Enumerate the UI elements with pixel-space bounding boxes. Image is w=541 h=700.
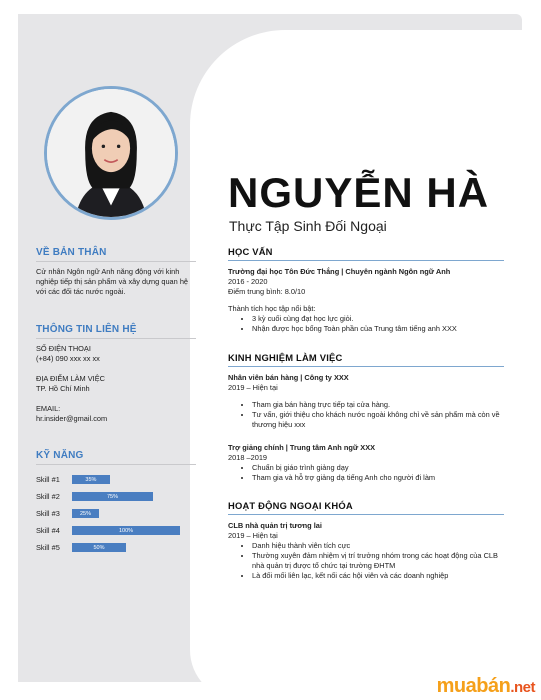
skill-label: Skill #1 bbox=[36, 475, 60, 484]
skill-row bbox=[36, 522, 196, 539]
portrait-image bbox=[47, 89, 175, 217]
list-item: • 3 kỳ cuối cùng đạt học lực giỏi. bbox=[252, 314, 504, 324]
contact-address bbox=[36, 374, 196, 394]
email-value[interactable]: hr.insider@gmail.com bbox=[36, 414, 108, 423]
list-item: • Danh hiệu thành viên tích cực bbox=[252, 541, 504, 551]
activities-section bbox=[228, 500, 504, 581]
skill-bar: 25% bbox=[72, 509, 99, 518]
phone-label: SỐ ĐIỆN THOẠI bbox=[36, 344, 91, 353]
contact-heading: THÔNG TIN LIÊN HỆ bbox=[36, 324, 196, 339]
phone-value: (+84) 090 xxx xx xx bbox=[36, 354, 100, 363]
profile-photo bbox=[44, 86, 178, 220]
contact-section bbox=[36, 324, 196, 424]
skill-row bbox=[36, 539, 196, 556]
experience-heading: KINH NGHIỆM LÀM VIỆC bbox=[228, 352, 504, 367]
skill-row bbox=[36, 488, 196, 505]
list-item: • Là đối mối liên lạc, kết nối các hội viên và các doanh nghiệp bbox=[252, 571, 504, 581]
email-label: EMAIL: bbox=[36, 404, 61, 413]
skills-heading-wrap bbox=[36, 450, 196, 465]
education-period: 2016 - 2020 bbox=[228, 277, 268, 286]
brand-logo-main: muabán bbox=[436, 675, 511, 697]
skill-bar: 100% bbox=[72, 526, 180, 535]
job-title: Trợ giảng chính | Trung tâm Anh ngữ XXX bbox=[228, 443, 376, 452]
skill-label: Skill #4 bbox=[36, 526, 60, 535]
job-period: 2019 – Hiện tại bbox=[228, 383, 278, 392]
contact-phone bbox=[36, 344, 196, 364]
job-bullets bbox=[228, 463, 504, 483]
experience-section bbox=[228, 352, 504, 483]
list-item: • Tham gia và hỗ trợ giảng dạ tiếng Anh cho người đi làm bbox=[252, 473, 504, 483]
skill-label: Skill #2 bbox=[36, 492, 60, 501]
list-item: • Chuẩn bị giáo trình giảng dạy bbox=[252, 463, 504, 473]
achievements-label: Thành tích học tập nổi bật: bbox=[228, 304, 316, 313]
contact-email bbox=[36, 404, 196, 424]
school-name: Trường đại học Tôn Đức Thắng | Chuyên ngành Ngôn ngữ Anh bbox=[228, 267, 451, 276]
list-item: • Tham gia bán hàng trực tiếp tại cửa hàng. bbox=[252, 400, 504, 410]
job-period: 2018 –2019 bbox=[228, 453, 268, 462]
about-heading: VỀ BẢN THÂN bbox=[36, 247, 196, 262]
education-section bbox=[228, 246, 504, 334]
activity-bullets bbox=[228, 541, 504, 581]
activities-heading: HOẠT ĐỘNG NGOẠI KHÓA bbox=[228, 500, 504, 515]
list-item: • Thường xuyên đảm nhiệm vị trí trưởng nhóm trong các hoạt động của CLB nhà quản trị được tổ chức tại trường ĐHTM bbox=[252, 551, 504, 571]
skill-label: Skill #3 bbox=[36, 509, 60, 518]
candidate-name: NGUYỄN HÀ bbox=[228, 169, 490, 216]
achievements-list bbox=[228, 314, 504, 334]
skills-list bbox=[36, 471, 196, 556]
brand-logo[interactable] bbox=[437, 675, 535, 698]
skill-label: Skill #5 bbox=[36, 543, 60, 552]
list-item: • Tư vấn, giới thiệu cho khách nước ngoài không chỉ về sản phẩm mà còn về thương hiệu xxx bbox=[252, 410, 504, 430]
activity-period: 2019 – Hiện tại bbox=[228, 531, 278, 540]
education-heading: HỌC VẤN bbox=[228, 246, 504, 261]
address-value: TP. Hồ Chí Minh bbox=[36, 384, 90, 393]
address-label: ĐỊA ĐIỂM LÀM VIỆC bbox=[36, 374, 105, 383]
job-title: Nhân viên bán hàng | Công ty XXX bbox=[228, 373, 349, 382]
list-item: • Nhận được học bổng Toàn phần của Trung tâm tiếng anh XXX bbox=[252, 324, 504, 334]
about-text: Cử nhân Ngôn ngữ Anh năng động với kinh nghiệp tiếp thị sản phẩm và xây dựng quan hệ với các đối tác nước ngoài. bbox=[36, 267, 189, 296]
skill-bar: 50% bbox=[72, 543, 126, 552]
about-section bbox=[36, 247, 196, 297]
skills-heading: KỸ NĂNG bbox=[36, 450, 196, 465]
job-bullets bbox=[228, 400, 504, 430]
skill-bar: 75% bbox=[72, 492, 153, 501]
skill-row bbox=[36, 471, 196, 488]
candidate-title: Thực Tập Sinh Đối Ngoại bbox=[229, 218, 387, 234]
brand-logo-suffix: .net bbox=[510, 679, 535, 696]
education-gpa: Điểm trung bình: 8.0/10 bbox=[228, 287, 306, 296]
activity-org: CLB nhà quản trị tương lai bbox=[228, 521, 322, 530]
skill-row bbox=[36, 505, 196, 522]
skill-bar: 35% bbox=[72, 475, 110, 484]
